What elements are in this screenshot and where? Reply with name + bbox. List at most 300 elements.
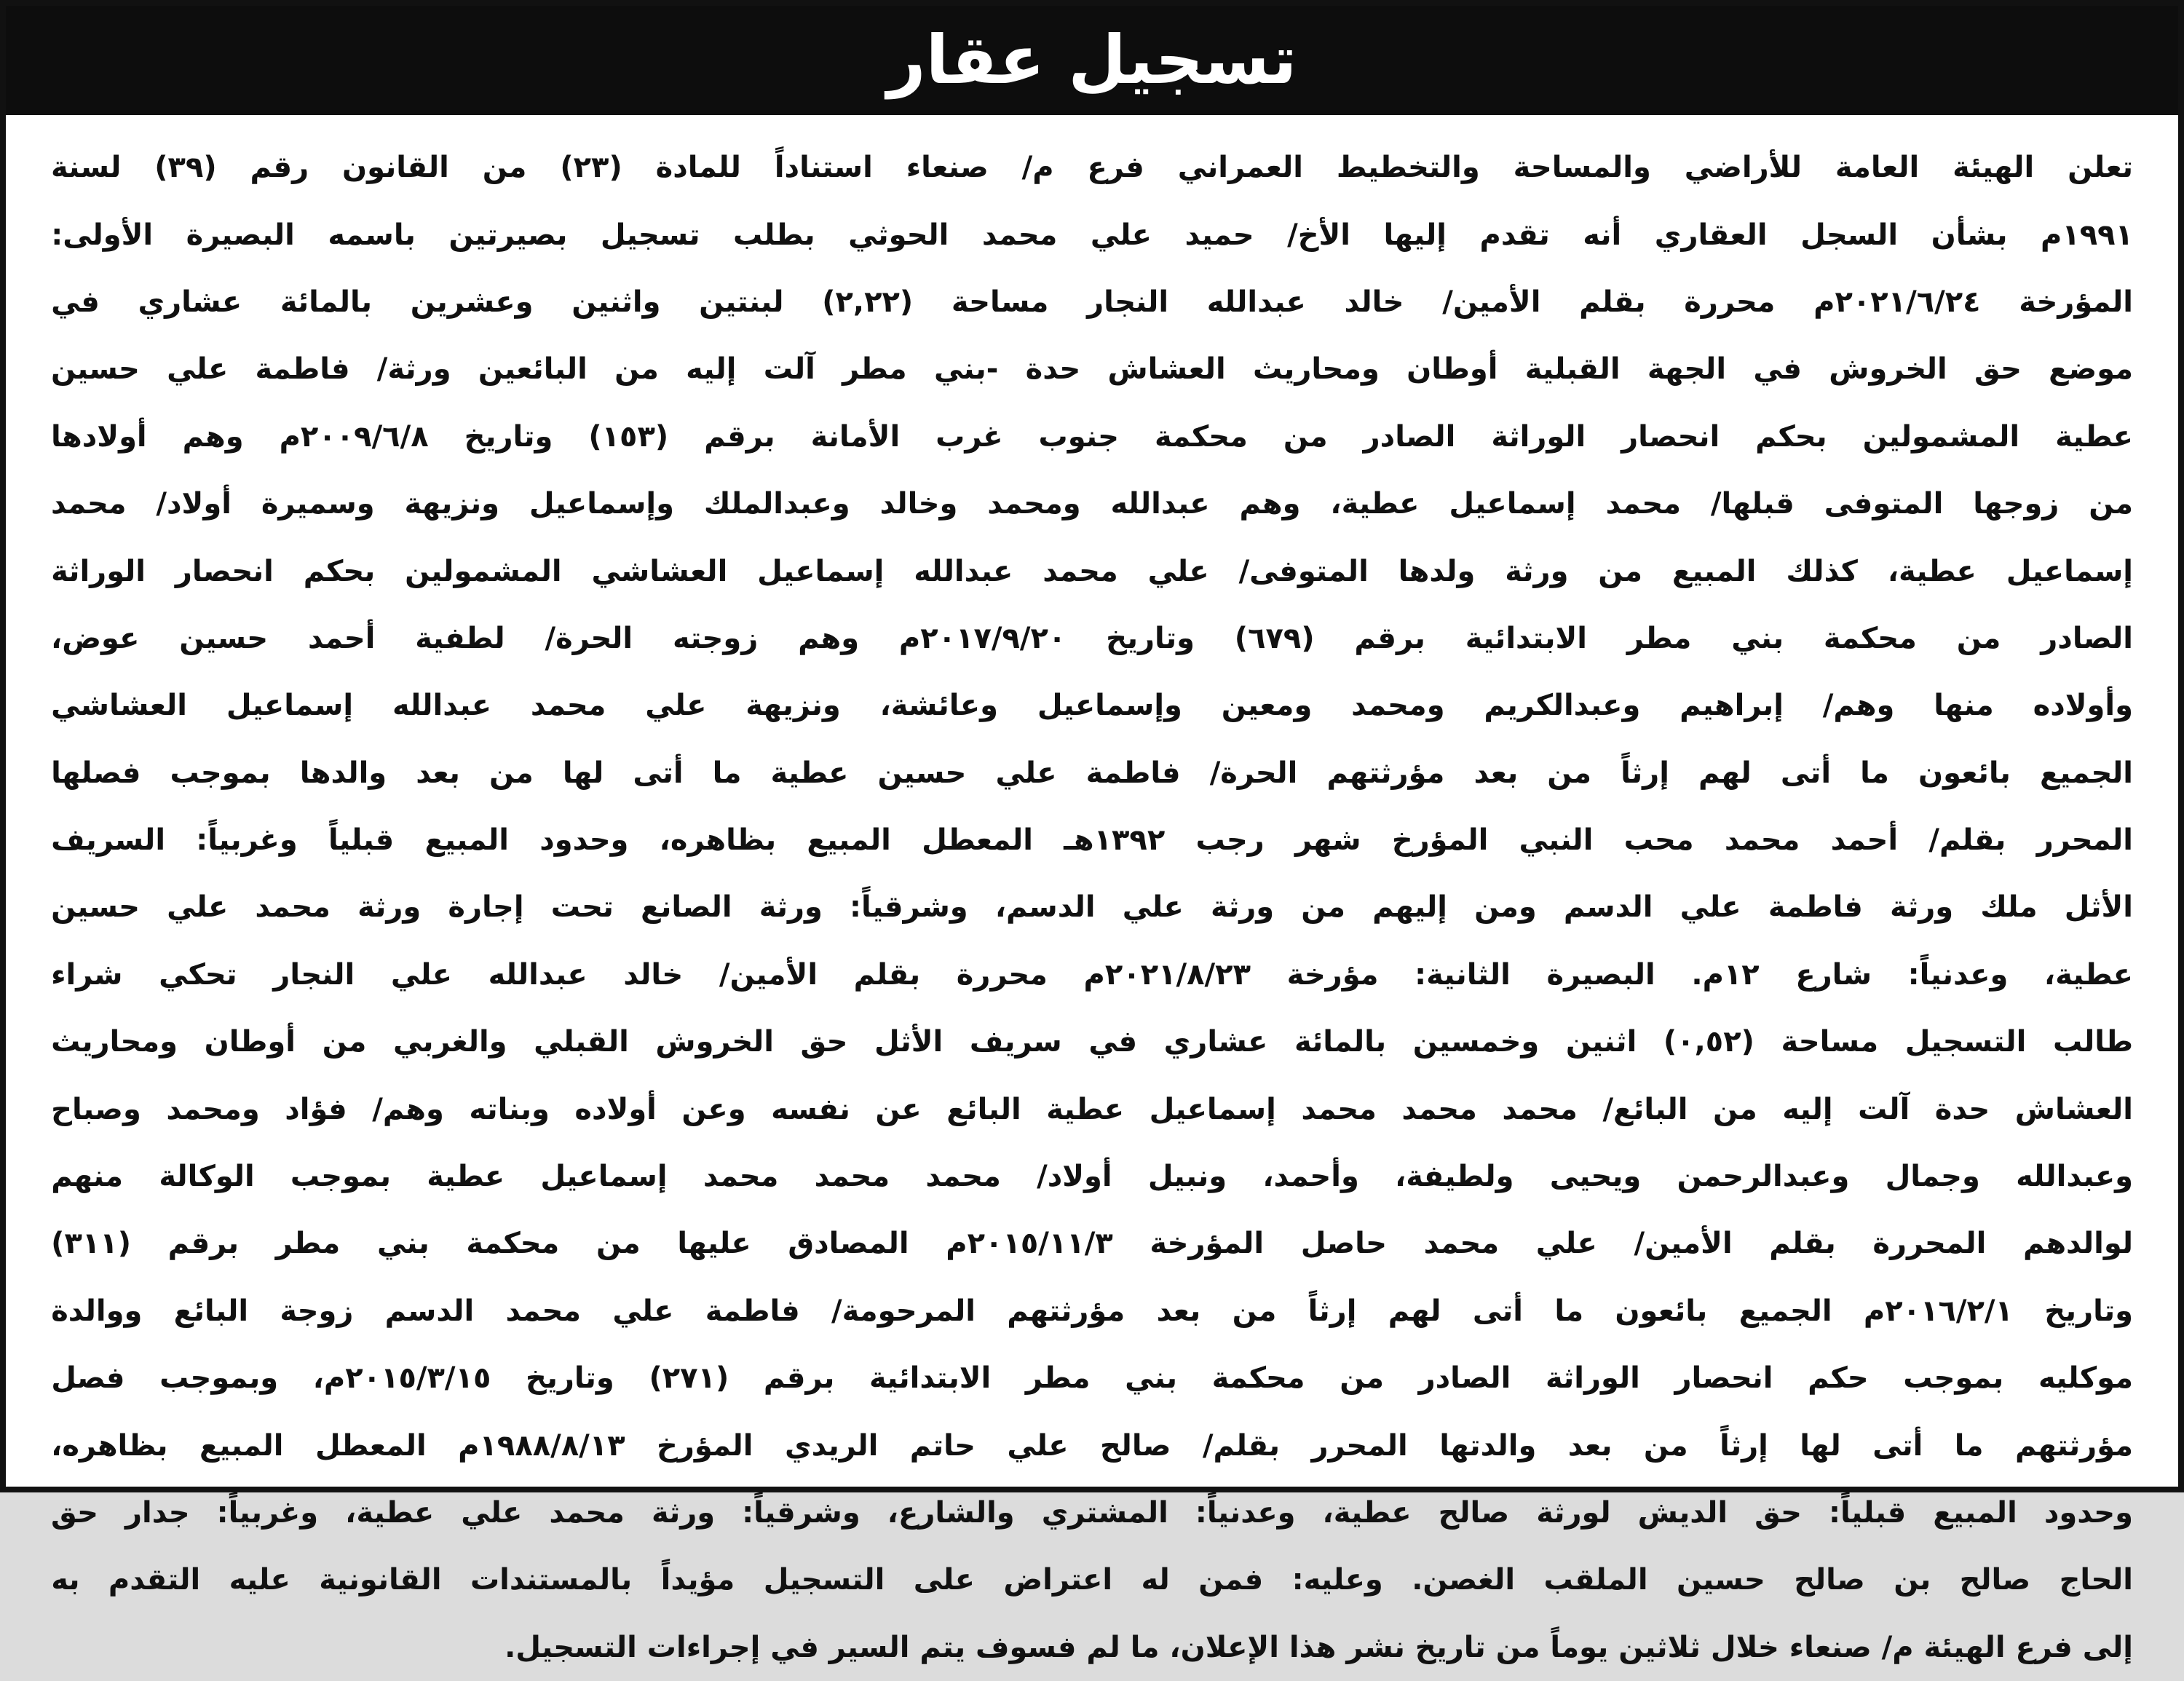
notice-word: لهم bbox=[1698, 756, 1752, 790]
notice-word: أتى bbox=[1872, 1428, 1923, 1463]
notice-word: المرحومة/ bbox=[831, 1294, 976, 1328]
notice-word: الوراثة bbox=[1545, 1361, 1640, 1396]
notice-word: بموجب bbox=[290, 1160, 392, 1194]
notice-word: المبيع bbox=[1671, 554, 1757, 588]
notice-word: وبموجب bbox=[159, 1361, 279, 1396]
notice-word: تسجيل bbox=[600, 218, 700, 252]
notice-word: وعليه: bbox=[1291, 1563, 1383, 1597]
notice-word: محمد bbox=[703, 1160, 779, 1194]
notice-word: إسماعيل bbox=[1449, 487, 1576, 521]
notice-word: بظاهره، bbox=[659, 823, 777, 858]
notice-word: عشاري bbox=[138, 285, 242, 319]
notice-word: محمد bbox=[549, 1496, 625, 1530]
notice-word: آلت bbox=[1858, 1092, 1910, 1126]
notice-line bbox=[51, 1479, 2133, 1546]
notice-word: سريف bbox=[969, 1025, 1062, 1059]
notice-word: في bbox=[51, 285, 100, 319]
notice-word: برقم bbox=[167, 1227, 240, 1261]
notice-word: (٣١١) bbox=[51, 1227, 131, 1261]
notice-word: بقلم/ bbox=[1202, 1428, 1281, 1463]
notice-word: (٢,٢٢) bbox=[822, 285, 914, 319]
notice-line bbox=[51, 1345, 2133, 1412]
notice-word: العامة bbox=[1835, 151, 1920, 185]
notice-word: ما bbox=[712, 756, 742, 790]
notice-line bbox=[51, 336, 2133, 403]
notice-word: ٢٠١٦/٢/١م bbox=[1863, 1294, 2013, 1328]
notice-word: الوراثة bbox=[51, 554, 146, 588]
notice-word: للمادة bbox=[655, 151, 741, 185]
notice-word: المبيع bbox=[424, 823, 509, 858]
notice-word: إرثاً bbox=[1621, 756, 1669, 790]
notice-word: ونزيهة bbox=[745, 689, 841, 723]
notice-word: خالد bbox=[1344, 285, 1404, 319]
notice-word: مؤرثتهم bbox=[1007, 1294, 1125, 1328]
notice-word: فاطمة bbox=[1768, 890, 1863, 925]
notice-word: وشرقياً: bbox=[850, 890, 968, 925]
notice-word: إسماعيل bbox=[1149, 1092, 1276, 1126]
notice-word: بالمائة bbox=[280, 285, 373, 319]
notice-word: ورثة bbox=[357, 890, 422, 925]
notice-word: إليها bbox=[1383, 218, 1447, 252]
notice-word: تقدم bbox=[1479, 218, 1550, 252]
notice-line bbox=[51, 605, 2133, 672]
notice-word: مؤرثتهم bbox=[2015, 1428, 2133, 1463]
notice-word: المشمولين bbox=[1862, 419, 2020, 454]
notice-word: الابتدائية bbox=[869, 1361, 992, 1396]
notice-word: حق bbox=[1974, 352, 2022, 387]
notice-word: شراء bbox=[51, 957, 123, 992]
notice-word: ٢٠١٥/١١/٣م bbox=[946, 1227, 1113, 1261]
notice-word: ووالدة bbox=[51, 1294, 143, 1328]
notice-word: من bbox=[482, 151, 527, 185]
notice-word: الحوثي bbox=[848, 218, 949, 252]
notice-word: الغصن. bbox=[1412, 1563, 1516, 1597]
notice-word: وهم/ bbox=[1822, 689, 1895, 723]
notice-word: وهم/ bbox=[372, 1092, 444, 1126]
notice-word: ما bbox=[1554, 1294, 1584, 1328]
notice-word: وإسماعيل bbox=[1037, 689, 1182, 723]
notice-word: البائعين bbox=[478, 352, 587, 387]
notice-word: عطية bbox=[1046, 1092, 1125, 1126]
notice-word: البصيرة bbox=[1546, 957, 1655, 992]
notice-word: العشاش bbox=[1107, 352, 1226, 387]
notice-word: المؤرخة bbox=[1150, 1227, 1265, 1261]
notice-word: محمد bbox=[1605, 487, 1681, 521]
notice-word: حسين bbox=[1676, 1563, 1765, 1597]
notice-word: محمد bbox=[1724, 823, 1800, 858]
notice-word: فؤاد bbox=[285, 1092, 347, 1126]
notice-word: بعد bbox=[1156, 1294, 1201, 1328]
notice-word: محمد bbox=[1042, 554, 1118, 588]
notice-word: لوالدهم bbox=[2022, 1227, 2133, 1261]
notice-word: مساحة bbox=[1781, 1025, 1879, 1059]
notice-word: بطلب bbox=[733, 218, 815, 252]
notice-word: آلت bbox=[763, 352, 815, 387]
notice-word: (٠,٥٢) bbox=[1663, 1025, 1754, 1059]
notice-word: له bbox=[1141, 1563, 1170, 1597]
notice-word: المبيع bbox=[199, 1428, 284, 1463]
notice-word: ١٩٨٨/٨/١٣م bbox=[458, 1428, 625, 1463]
notice-word: محررة bbox=[956, 957, 1048, 992]
notice-word: مطر bbox=[1626, 621, 1692, 655]
notice-word: ولطيفة، bbox=[1395, 1160, 1514, 1194]
notice-word: محمد bbox=[925, 1160, 1001, 1194]
notice-word: الدسم bbox=[1563, 890, 1653, 925]
notice-word: بصيرتين bbox=[448, 218, 568, 252]
notice-word: والدها bbox=[299, 756, 387, 790]
notice-word: صالح bbox=[1099, 1428, 1171, 1463]
notice-word: علي bbox=[1535, 1227, 1597, 1261]
notice-word: بقلم/ bbox=[1928, 823, 2006, 858]
notice-word: ٢٠١٧/٩/٢٠م bbox=[898, 621, 1067, 655]
notice-word: المحرر bbox=[1311, 1428, 1408, 1463]
notice-word: ١٢م. bbox=[1691, 957, 1760, 992]
notice-line bbox=[51, 1210, 2133, 1277]
notice-word: وصباح bbox=[51, 1092, 141, 1126]
notice-word: محكمة bbox=[1823, 621, 1917, 655]
notice-word: ورثة/ bbox=[376, 352, 451, 387]
notice-word: زوجها bbox=[1973, 487, 2060, 521]
notice-word: زوجته bbox=[672, 621, 759, 655]
notice-word: فصل bbox=[51, 1361, 125, 1396]
notice-word: محمد bbox=[1401, 1092, 1477, 1126]
notice-word: محكمة bbox=[1211, 1361, 1305, 1396]
notice-word: حدة bbox=[1934, 1092, 1990, 1126]
notice-word: ورثة bbox=[651, 1496, 716, 1530]
notice-word: مؤرخة bbox=[1286, 957, 1379, 992]
notice-word: انحصار bbox=[175, 554, 274, 588]
notice-word: لبنتين bbox=[699, 285, 784, 319]
notice-word: علي bbox=[1679, 890, 1741, 925]
notice-word: علي bbox=[995, 756, 1057, 790]
notice-word: رقم bbox=[250, 151, 309, 185]
notice-word: جنوب bbox=[1038, 419, 1119, 454]
notice-word: محكمة bbox=[1154, 419, 1248, 454]
notice-word: (٦٧٩) bbox=[1234, 621, 1315, 655]
notice-word: محمد bbox=[981, 218, 1058, 252]
notice-title: تسجيل عقار bbox=[887, 21, 1297, 99]
notice-word: وحدود bbox=[539, 823, 629, 858]
notice-word: التقدم bbox=[108, 1563, 201, 1597]
notice-word: من bbox=[1956, 621, 2001, 655]
notice-word: ومحاريث bbox=[51, 1025, 178, 1059]
notice-word: القانونية bbox=[319, 1563, 442, 1597]
notice-word: إرثاً bbox=[1720, 1428, 1768, 1463]
notice-line bbox=[51, 403, 2133, 470]
notice-word: عطية bbox=[2055, 419, 2133, 454]
notice-word: المتوفى bbox=[1824, 487, 1944, 521]
notice-word: المؤرخ bbox=[657, 1428, 753, 1463]
notice-word: انحصار bbox=[1674, 1361, 1773, 1396]
notice-word: بني bbox=[376, 1227, 430, 1261]
notice-word: عطية، bbox=[2043, 957, 2133, 992]
notice-word: الابتدائية bbox=[1465, 621, 1587, 655]
notice-word: ومحمد bbox=[987, 487, 1081, 521]
notice-word: به bbox=[51, 1563, 80, 1597]
notice-word: المشمولين bbox=[405, 554, 562, 588]
notice-word: إسماعيل bbox=[226, 689, 354, 723]
notice-word: من bbox=[1340, 1361, 1384, 1396]
notice-word: مطر bbox=[842, 352, 907, 387]
notice-word: وعبدالرحمن bbox=[1677, 1160, 1850, 1194]
notice-word: وعدنياً: bbox=[1195, 1496, 1296, 1530]
notice-word: فمن bbox=[1198, 1563, 1264, 1597]
notice-word: النبي bbox=[1519, 823, 1594, 858]
notice-word: محمد bbox=[1423, 1227, 1500, 1261]
notice-word: النجار bbox=[1087, 285, 1169, 319]
notice-word: القبلي bbox=[534, 1025, 629, 1059]
notice-word: لسنة bbox=[51, 151, 122, 185]
notice-word: صنعاء bbox=[906, 151, 989, 185]
notice-word: بالمائة bbox=[1294, 1025, 1387, 1059]
notice-word: م/ bbox=[1021, 151, 1054, 185]
notice-word: علي bbox=[1122, 890, 1184, 925]
notice-word: ونزيهة bbox=[404, 487, 499, 521]
notice-word: نفسه bbox=[771, 1092, 850, 1126]
notice-word: التسجيل bbox=[1904, 1025, 2027, 1059]
notice-word: علي bbox=[612, 1294, 674, 1328]
notice-word: ومحمد bbox=[1351, 689, 1445, 723]
notice-word: الأمين/ bbox=[1634, 1227, 1733, 1261]
notice-word: عطية، bbox=[1330, 487, 1420, 521]
notice-word: أنه bbox=[1583, 218, 1622, 252]
notice-word: إسماعيل bbox=[757, 554, 885, 588]
notice-word: من bbox=[1598, 554, 1643, 588]
notice-word: محكمة bbox=[466, 1227, 560, 1261]
notice-word: من bbox=[596, 1227, 641, 1261]
notice-line bbox=[51, 672, 2133, 739]
notice-word: عطية bbox=[427, 1160, 505, 1194]
notice-word: أوطان bbox=[1406, 352, 1498, 387]
notice-word: فصلها bbox=[51, 756, 141, 790]
notice-word: مؤرثتهم bbox=[1326, 756, 1445, 790]
notice-word: حق bbox=[800, 1025, 848, 1059]
notice-line: إلى فرع الهيئة م/ صنعاء خلال ثلاثين يوماً من تاريخ نشر هذا الإعلان، ما لم فسوف يتم السير في إجراءات التسجيل. bbox=[505, 1630, 2133, 1664]
notice-word: فاطمة bbox=[705, 1294, 800, 1328]
notice-word: إليه bbox=[686, 352, 737, 387]
notice-word: الجهة bbox=[1647, 352, 1727, 387]
notice-word: من bbox=[322, 1025, 367, 1059]
notice-word: علي bbox=[461, 1496, 523, 1530]
notice-line bbox=[51, 807, 2133, 874]
notice-word: ورثة bbox=[1505, 554, 1569, 588]
notice-word: أتى bbox=[1780, 756, 1832, 790]
notice-word: ويحيى bbox=[1549, 1160, 1642, 1194]
notice-word: حسين bbox=[51, 352, 140, 387]
notice-word: وتاريخ bbox=[1106, 621, 1195, 655]
notice-word: رجب bbox=[1195, 823, 1265, 858]
notice-word: أحمد bbox=[1830, 823, 1899, 858]
notice-line bbox=[51, 740, 2133, 807]
notice-word: ملك bbox=[1980, 890, 2038, 925]
notice-word: القانون bbox=[342, 151, 449, 185]
notice-word: قبلياً: bbox=[1829, 1496, 1907, 1530]
notice-word: مطر bbox=[1025, 1361, 1091, 1396]
notice-word: الصادر bbox=[2041, 621, 2133, 655]
notice-word: وتاريخ bbox=[2044, 1294, 2133, 1328]
notice-word: تعلن bbox=[2068, 151, 2133, 185]
notice-word: بحكم bbox=[1755, 419, 1827, 454]
notice-word: وأحمد، bbox=[1262, 1160, 1359, 1194]
notice-line bbox=[51, 269, 2133, 336]
notice-word: منها bbox=[1934, 689, 1994, 723]
notice-word: عطية، bbox=[345, 1496, 435, 1530]
notice-word: الوكالة bbox=[159, 1160, 255, 1194]
notice-word: بائعون bbox=[1615, 1294, 1708, 1328]
notice-word: وغربياً: bbox=[196, 823, 298, 858]
notice-word: صالح bbox=[1959, 1563, 2031, 1597]
notice-word: ورثة bbox=[759, 890, 823, 925]
notice-word: الصادر bbox=[1363, 419, 1456, 454]
notice-word: علي bbox=[167, 890, 229, 925]
notice-word: وبناته bbox=[469, 1092, 550, 1126]
notice-word: المشتري bbox=[1041, 1496, 1168, 1530]
notice-word: مؤيداً bbox=[660, 1563, 735, 1597]
notice-word: ٢٠٢١/٦/٢٤م bbox=[1813, 285, 1981, 319]
notice-word: عشاري bbox=[1163, 1025, 1268, 1059]
notice-word: بقلم bbox=[853, 957, 921, 992]
notice-word: حق bbox=[1754, 1496, 1802, 1530]
notice-line bbox=[51, 1546, 2133, 1613]
notice-word: ما bbox=[1954, 1428, 1984, 1463]
notice-word: علي bbox=[390, 957, 452, 992]
notice-word: كذلك bbox=[1786, 554, 1858, 588]
notice-word: الأثل bbox=[874, 1025, 943, 1059]
notice-word: باسمه bbox=[328, 218, 416, 252]
notice-word: أتى bbox=[1472, 1294, 1524, 1328]
notice-word: وعبدالكريم bbox=[1484, 689, 1641, 723]
notice-word: ومحاريث bbox=[1252, 352, 1380, 387]
notice-word: المحرر bbox=[2036, 823, 2133, 858]
notice-word: لورثة bbox=[1536, 1496, 1611, 1530]
notice-word: فاطمة bbox=[255, 352, 350, 387]
notice-word: البائع bbox=[946, 1092, 1021, 1126]
notice-word: موكليه bbox=[2038, 1361, 2133, 1396]
notice-word: العشاشي bbox=[591, 554, 728, 588]
notice-word: عليها bbox=[677, 1227, 751, 1261]
notice-word: العشاشي bbox=[51, 689, 187, 723]
notice-word: بظاهره، bbox=[51, 1428, 168, 1463]
notice-word: والغربي bbox=[393, 1025, 507, 1059]
notice-word: عبدالله bbox=[392, 689, 492, 723]
notice-word: ولدها bbox=[1398, 554, 1476, 588]
notice-word: الديش bbox=[1637, 1496, 1728, 1530]
notice-word: محب bbox=[1623, 823, 1694, 858]
notice-word: الوراثة bbox=[1491, 419, 1586, 454]
notice-word: موضع bbox=[2049, 352, 2133, 387]
notice-word: بائعون bbox=[1918, 756, 2011, 790]
notice-word: أتى bbox=[633, 756, 684, 790]
notice-word: محمد bbox=[1502, 1092, 1578, 1126]
notice-word: العشاش bbox=[2014, 1092, 2133, 1126]
notice-word: عبدالله bbox=[488, 957, 587, 992]
notice-word: غرب bbox=[935, 419, 1003, 454]
notice-word: برقم bbox=[704, 419, 775, 454]
notice-word: بقلم bbox=[1579, 285, 1646, 319]
notice-word: أولاده bbox=[574, 1092, 657, 1126]
notice-word: البائع/ bbox=[1602, 1092, 1688, 1126]
notice-word: الحرة/ bbox=[1209, 756, 1298, 790]
notice-line bbox=[51, 201, 2133, 268]
notice-word: محمد bbox=[530, 689, 606, 723]
notice-word: لطفية bbox=[415, 621, 505, 655]
notice-word: محمد bbox=[814, 1160, 890, 1194]
notice-word: قبلها/ bbox=[1710, 487, 1795, 521]
notice-word: (٢٧١) bbox=[649, 1361, 729, 1396]
notice-word: الأمانة bbox=[810, 419, 901, 454]
notice-word: لها bbox=[562, 756, 604, 790]
notice-word: البائع bbox=[173, 1294, 249, 1328]
notice-word: المؤرخة bbox=[2019, 285, 2133, 319]
notice-word: المبيع bbox=[807, 823, 891, 858]
notice-word: ونبيل bbox=[1147, 1160, 1227, 1194]
notice-word: المتوفى/ bbox=[1238, 554, 1369, 588]
notice-word: حق bbox=[51, 1496, 98, 1530]
notice-line bbox=[51, 874, 2133, 941]
notice-word: المحررة bbox=[1872, 1227, 1987, 1261]
notice-word: بعد bbox=[1473, 756, 1519, 790]
notice-word: صالح bbox=[1438, 1496, 1510, 1530]
notice-word: الثانية: bbox=[1415, 957, 1511, 992]
notice-word: ٢٠٠٩/٦/٨م bbox=[279, 419, 429, 454]
notice-word: عطية، bbox=[1887, 554, 1977, 588]
notice-word: الدسم bbox=[384, 1294, 475, 1328]
notice-word: بحكم bbox=[303, 554, 376, 588]
notice-word: من bbox=[1232, 1294, 1277, 1328]
notice-word: حدة bbox=[1025, 352, 1081, 387]
notice-word: المصادق bbox=[788, 1227, 909, 1261]
notice-word: السجل bbox=[1800, 218, 1899, 252]
notice-word: المعطل bbox=[922, 823, 1033, 858]
notice-word: الأمين/ bbox=[1442, 285, 1541, 319]
notice-word: بن bbox=[1894, 1563, 1931, 1597]
notice-word: للأراضي bbox=[1684, 151, 1802, 185]
notice-word: حسين bbox=[877, 756, 967, 790]
notice-word: محررة bbox=[1684, 285, 1776, 319]
notice-word: تحكي bbox=[159, 957, 237, 992]
notice-word: عبدالله bbox=[1206, 285, 1306, 319]
notice-word: في bbox=[1088, 1025, 1138, 1059]
notice-word: والدتها bbox=[1439, 1428, 1537, 1463]
notice-word: بني bbox=[1731, 621, 1784, 655]
notice-word: اعتراض bbox=[1003, 1563, 1113, 1597]
notice-word: الخروش bbox=[1829, 352, 1947, 387]
notice-word: وعشرين bbox=[410, 285, 534, 319]
notice-word: الأثل bbox=[2064, 890, 2133, 925]
notice-body bbox=[51, 134, 2133, 1664]
notice-word: عطية bbox=[770, 756, 849, 790]
notice-line bbox=[51, 134, 2133, 201]
notice-word: علي bbox=[167, 352, 229, 387]
notice-word: الخروش bbox=[655, 1025, 774, 1059]
notice-word: الملقب bbox=[1543, 1563, 1648, 1597]
notice-word: محمد bbox=[505, 1294, 582, 1328]
notice-word: من bbox=[489, 756, 534, 790]
notice-word: إسماعيل bbox=[2006, 554, 2133, 588]
notice-word: الحرة/ bbox=[545, 621, 633, 655]
notice-word: ٢٠١٥/٣/١٥م، bbox=[312, 1361, 491, 1396]
notice-word: تحت bbox=[550, 890, 614, 925]
notice-word: محمد bbox=[1301, 1092, 1377, 1126]
notice-word: واثنين bbox=[571, 285, 661, 319]
notice-word: شهر bbox=[1294, 823, 1361, 858]
notice-word: وهم bbox=[182, 419, 244, 454]
notice-word: الريدي bbox=[784, 1428, 879, 1463]
notice-word: الأولى: bbox=[51, 218, 154, 252]
notice-word: علي bbox=[645, 689, 707, 723]
notice-word: ورثة bbox=[1210, 890, 1275, 925]
notice-word: النجار bbox=[273, 957, 355, 992]
